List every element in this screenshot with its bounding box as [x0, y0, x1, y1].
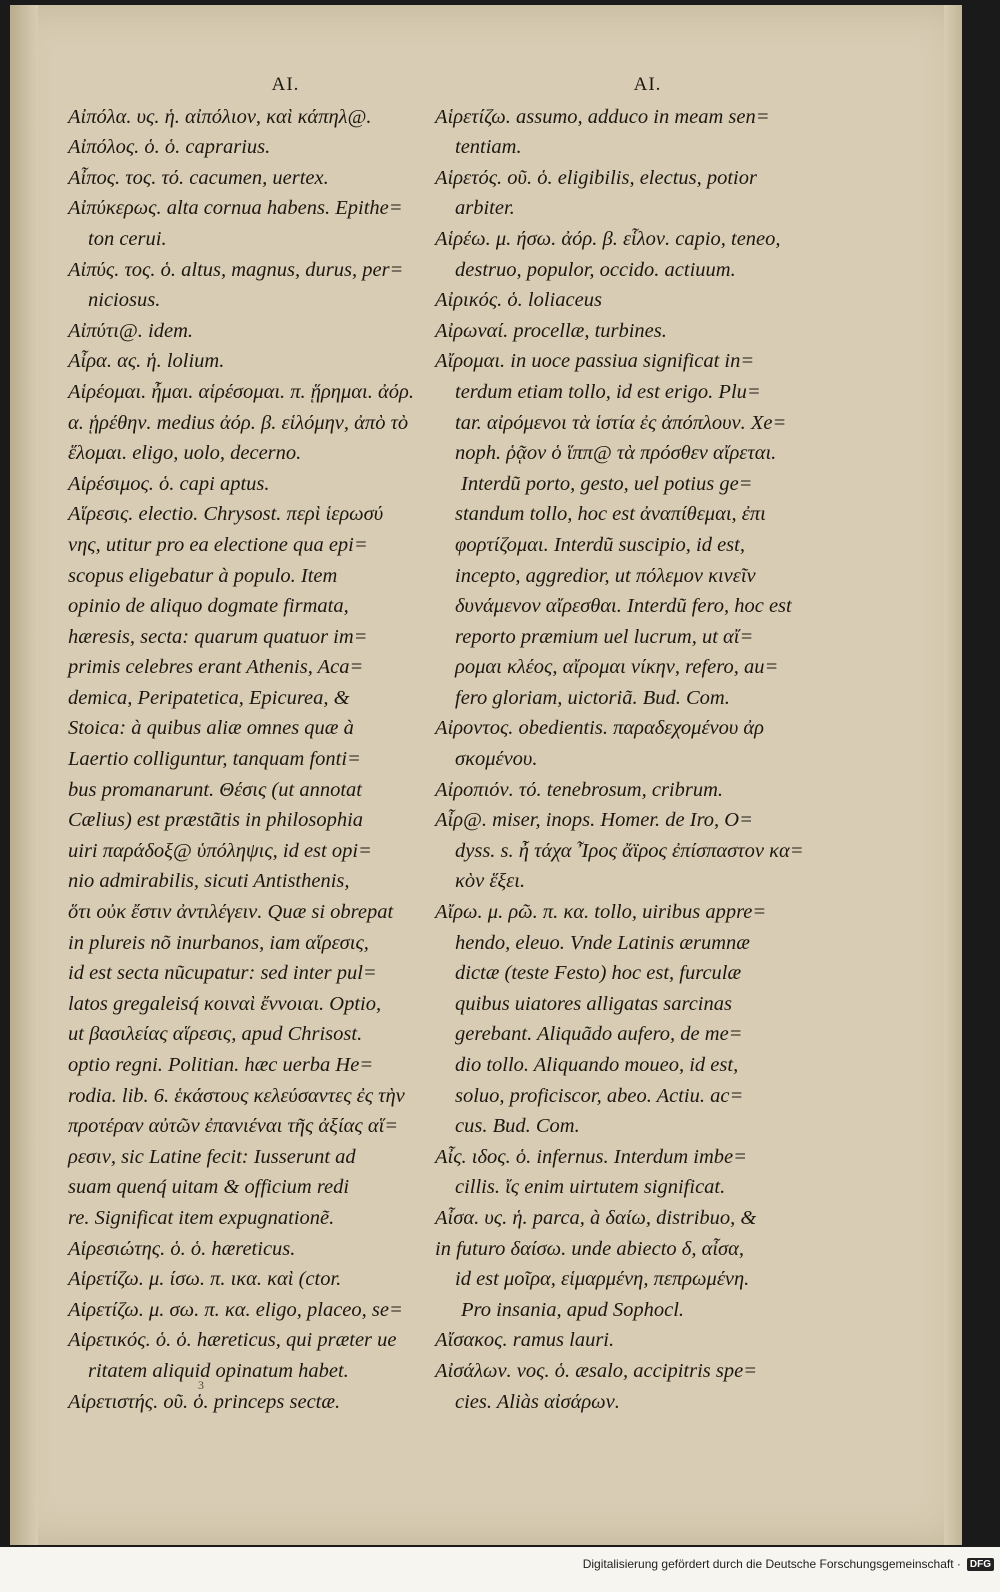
dictionary-line: ton cerui.: [88, 227, 167, 250]
dictionary-line: ρομαι κλέος, αἴρομαι νίκην, refero, au=: [455, 656, 779, 679]
dictionary-line: hæresis, secta: quarum quatuor im=: [68, 625, 368, 648]
dictionary-line: terdum etiam tollo, id est erigo. Plu=: [455, 380, 761, 403]
dictionary-line: Αἰρικός. ὁ. loliaceus: [435, 289, 602, 312]
dictionary-line: Pro insania, apud Sophocl.: [461, 1298, 685, 1321]
dictionary-line: id est μοῖρα, εἱμαρμένη, πεπρωμένη.: [455, 1268, 750, 1291]
dictionary-line: Αἰρωναί. procellæ, turbines.: [435, 319, 667, 342]
dictionary-line: Αἶσα. υς. ἡ. parca, à δαίω, distribuo, &: [435, 1206, 757, 1229]
dictionary-line: suam quenq́ uitam & officium redi: [68, 1176, 350, 1199]
dictionary-line: Αἱρετίζω. μ. ίσω. π. ικα. καὶ (ctor.: [68, 1268, 342, 1291]
dictionary-line: re. Significat item expugnationẽ.: [68, 1206, 335, 1229]
dictionary-line: Interdũ porto, gesto, uel potius ge=: [461, 472, 753, 495]
dictionary-line: Αἴρομαι. in uoce passiua significat in=: [435, 350, 755, 373]
dictionary-line: cillis. ἴς enim uirtutem significat.: [455, 1176, 726, 1199]
dictionary-line: Stoica: à quibus aliæ omnes quæ à: [68, 717, 354, 740]
page-gutter: [10, 5, 38, 1545]
dictionary-line: rodia. lib. 6. ἑκάστους κελεύσαντες ἐς τὴν: [68, 1084, 405, 1107]
dictionary-line: in plureis nõ inurbanos, iam αἵρεσις,: [68, 931, 369, 954]
dictionary-line: Αἴρω. μ. ρῶ. π. κα. tollo, uiribus appre=: [435, 901, 767, 924]
dictionary-line: Αἰπύτι@. idem.: [68, 319, 194, 342]
dictionary-line: latos gregaleisq́ κοιναὶ ἔννοιαι. Optio,: [68, 992, 382, 1015]
dictionary-line: α. ᾑρέθην. medius ἀόρ. β. εἱλόμην, ἀπὸ τὸ: [68, 411, 409, 434]
dictionary-line: demica, Peripatetica, Epicurea, &: [68, 686, 350, 709]
dictionary-line: dio tollo. Aliquando moueo, id est,: [455, 1054, 739, 1076]
page-edge: [944, 5, 962, 1545]
dictionary-line: hendo, eleuo. Vnde Latinis ærumnæ: [455, 931, 750, 954]
digitization-footer: [583, 1551, 1000, 1577]
dictionary-line: reporto præmium uel lucrum, ut αἴ=: [455, 625, 754, 648]
dictionary-line: Αἶπος. τος. τό. cacumen, uertex.: [68, 166, 329, 189]
dictionary-line: Αἰπόλος. ὁ. ὁ. caprarius.: [68, 136, 271, 159]
dictionary-line: Αἱρετικός. ὁ. ὁ. hæreticus, qui præter ue: [68, 1329, 397, 1352]
right-column: [435, 70, 804, 1417]
footer-text: Digitalisierung gefördert durch die Deutsche Forschungsgemeinschaft ·: [582, 1557, 961, 1571]
dictionary-line: ritatem aliquid opinatum habet.: [88, 1359, 349, 1382]
dictionary-line: gerebant. Aliquãdo aufero, de me=: [455, 1023, 743, 1046]
dictionary-line: νης, utitur pro ea electione qua epi=: [68, 533, 368, 556]
dictionary-line: fero gloriam, uictoriã. Bud. Com.: [455, 686, 730, 709]
dictionary-line: dictæ (teste Festo) hoc est, furculæ: [455, 962, 742, 985]
dictionary-line: ρεσιν, sic Latine fecit: Iusserunt ad: [68, 1145, 356, 1168]
dictionary-line: optio regni. Politian. hæc uerba He=: [68, 1054, 374, 1076]
dictionary-line: id est secta nũcupatur: sed inter pul=: [68, 962, 377, 985]
running-head-left: AI.: [271, 74, 300, 95]
running-head-right: AI.: [633, 74, 662, 95]
dictionary-line: tar. αἰρόμενοι τὰ ἱστία ἐς ἀπόπλουν. Xe=: [455, 411, 787, 434]
dictionary-line: standum tollo, hoc est ἀναπίθεμαι, ἐπι: [455, 503, 766, 526]
dictionary-line: Αἱρετίζω. μ. σω. π. κα. eligo, placeo, se=: [68, 1298, 403, 1321]
dictionary-line: Αἶρ@. miser, inops. Homer. de Iro, O=: [435, 809, 753, 832]
left-column: [68, 70, 413, 1417]
dictionary-line: Αἶς. ιδος. ὁ. infernus. Interdum imbe=: [435, 1145, 747, 1168]
dictionary-line: Αἰροντος. obedientis. παραδεχομένου ἀρ: [435, 717, 765, 740]
dictionary-line: προτέραν αὐτῶν ἐπανιέναι τῆς ἀξίας αἵ=: [68, 1115, 399, 1138]
dictionary-line: ut βασιλείας αἵρεσις, apud Chrisost.: [68, 1023, 363, 1046]
dfg-logo: DFG: [967, 1558, 994, 1571]
dictionary-line: Αἱρέσιμος. ὁ. capi aptus.: [68, 472, 270, 495]
dictionary-line: Αἴσακος. ramus lauri.: [435, 1329, 615, 1352]
dictionary-line: nio admirabilis, sicuti Antisthenis,: [68, 870, 350, 893]
dictionary-line: Αἱρεσιώτης. ὁ. ὁ. hæreticus.: [68, 1237, 296, 1260]
dictionary-line: opinio de aliquo dogmate firmata,: [68, 595, 349, 618]
dictionary-line: Αἰπύκερως. alta cornua habens. Epithe=: [68, 197, 403, 220]
dictionary-line: incepto, aggredior, ut πόλεμον κινεῖν: [455, 564, 756, 587]
dictionary-line: Αἱρετίζω. assumo, adduco in meam sen=: [435, 105, 770, 128]
dictionary-line: Αἰσάλων. νος. ὁ. æsalo, accipitris spe=: [435, 1359, 758, 1382]
dictionary-line: κὸν ἕξει.: [455, 870, 526, 893]
dictionary-line: scopus eligebatur à populo. Item: [68, 564, 338, 587]
dictionary-line: ἕλομαι. eligo, uolo, decerno.: [68, 442, 302, 465]
dictionary-line: Αἶρα. ας. ἡ. lolium.: [68, 350, 225, 373]
dictionary-line: φορτίζομαι. Interdũ suscipio, id est,: [455, 533, 745, 556]
dictionary-line: cies. Aliàs αἰσάρων.: [455, 1390, 620, 1413]
dictionary-line: Cælius) est præstãtis in philosophia: [68, 809, 364, 832]
dictionary-line: primis celebres erant Athenis, Aca=: [68, 656, 364, 679]
dictionary-line: in futuro δαίσω. unde abiecto δ, αἶσα,: [435, 1237, 745, 1260]
dictionary-line: quibus uiatores alligatas sarcinas: [455, 992, 732, 1015]
dictionary-line: σκομένου.: [455, 748, 538, 771]
dictionary-line: Αἱρέω. μ. ήσω. ἀόρ. β. εἷλον. capio, teneo,: [435, 227, 781, 250]
dictionary-line: Αἰπόλα. υς. ἡ. αἰπόλιον, καὶ κάπηλ@.: [68, 105, 372, 128]
dictionary-line: Αἱρετιστής. οῦ. ὁ. princeps sectæ.: [68, 1390, 341, 1413]
dictionary-line: Laertio colliguntur, tanquam fonti=: [68, 748, 361, 771]
dictionary-line: noph. ῥᾷον ὁ ἵππ@ τὰ πρόσθεν αἴρεται.: [455, 442, 777, 465]
signature-mark: 3: [198, 1378, 204, 1392]
dictionary-line: bus promanarunt. Θέσις (ut annotat: [68, 778, 362, 801]
dictionary-line: Αἵρεσις. electio. Chrysost. περὶ ἱερωσύ: [68, 503, 384, 526]
dictionary-line: arbiter.: [455, 197, 515, 220]
dictionary-line: niciosus.: [88, 289, 161, 312]
dictionary-line: Αἱρέομαι. ἦμαι. αἱρέσομαι. π. ᾕρημαι. ἀόρ.: [68, 380, 414, 403]
dictionary-line: destruo, populor, occido. actiuum.: [455, 258, 736, 281]
dictionary-line: ὅτι οὐκ ἔστιν ἀντιλέγειν. Quæ si obrepat: [68, 901, 394, 924]
dictionary-line: Αἱρετός. οῦ. ὁ. eligibilis, electus, potior: [435, 166, 757, 189]
dictionary-line: Αἰπύς. τος. ὁ. altus, magnus, durus, per=: [68, 258, 404, 281]
dictionary-line: Αἰροπιόν. τό. tenebrosum, cribrum.: [435, 778, 724, 801]
dictionary-line: soluo, proficiscor, abeo. Actiu. ac=: [455, 1084, 744, 1107]
dictionary-line: δυνάμενον αἴρεσθαι. Interdũ fero, hoc est: [455, 595, 792, 618]
dictionary-line: uiri παράδοξ@ ὑπόληψις, id est opi=: [68, 839, 372, 862]
dictionary-line: dyss. s. ἦ τάχα Ἶρος ἄϊρος ἐπίσπαστον κα=: [455, 839, 804, 862]
dictionary-line: cus. Bud. Com.: [455, 1115, 580, 1138]
dictionary-line: tentiam.: [455, 136, 522, 159]
